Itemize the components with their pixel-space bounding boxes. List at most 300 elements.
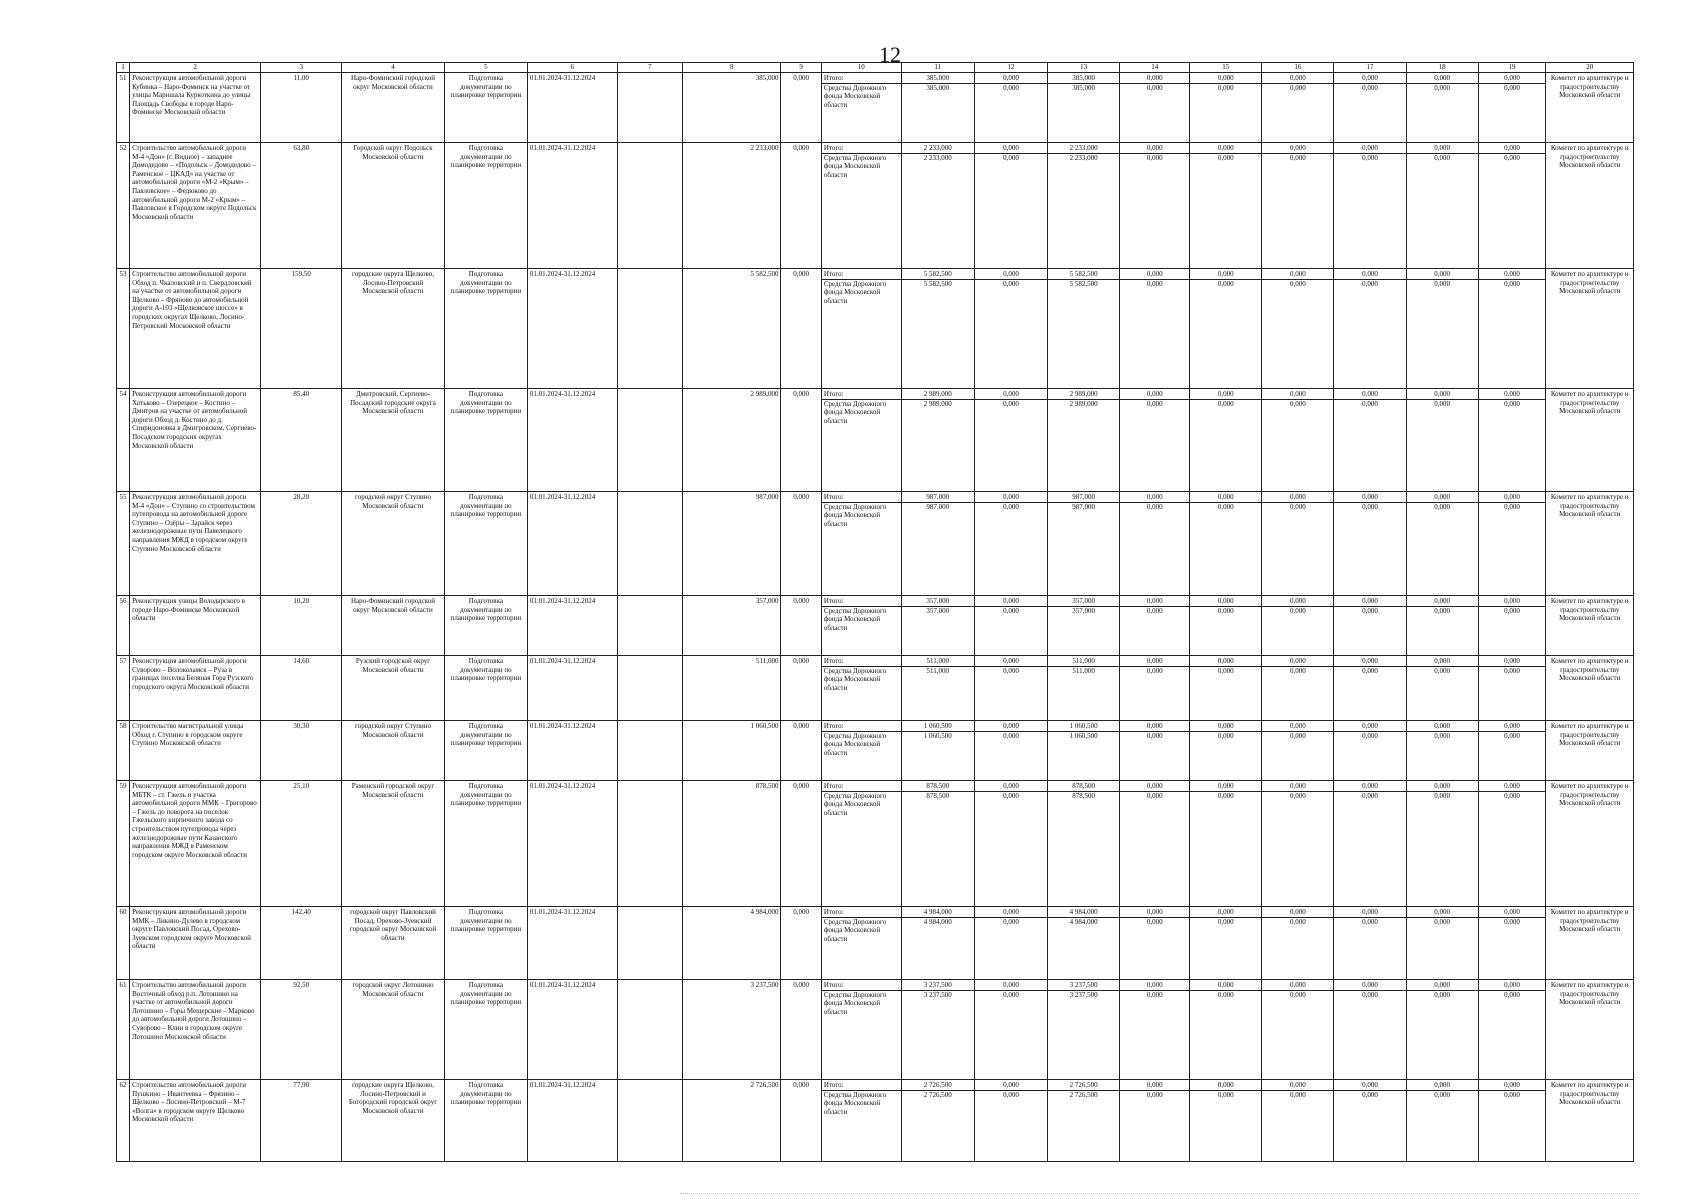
column-12-source-amount: 0,000 [1003,153,1019,162]
column-15-source-amount: 0,000 [1217,606,1234,615]
column-15-amounts [1190,907,1262,980]
column-17-source-amount: 0,000 [1362,791,1378,800]
column-13-total: 385,000 [1048,74,1119,84]
column-header-6: 6 [527,63,617,73]
column-9-value: 0,000 [781,781,821,907]
column-19-amounts [1478,269,1546,389]
column-14-source-amount: 0,000 [1146,83,1163,92]
column-19-total: 0,000 [1479,493,1546,503]
column-15-total: 0,000 [1190,782,1261,792]
column-15-total: 0,000 [1190,270,1261,280]
column-18-total: 0,000 [1407,390,1478,400]
work-type: Подготовка документации по планировке территории [444,389,527,492]
column-14-source-amount: 0,000 [1146,791,1163,800]
financing-source-label: Средства Дорожного фонда Московской области [823,990,887,1016]
row-number: 53 [117,269,130,389]
column-header-8: 8 [683,63,781,73]
column-11-amounts [901,143,974,269]
financing-source-label: Средства Дорожного фонда Московской области [823,83,887,109]
column-16-total: 0,000 [1262,782,1333,792]
table-row [117,781,1634,907]
customer-authority: Комитет по архитектуре и градостроительству Московской области [1546,907,1634,980]
column-11-total: 2 233,000 [902,144,974,154]
work-type: Подготовка документации по планировке территории [444,596,527,656]
column-17-total: 0,000 [1334,493,1405,503]
column-14-amounts [1120,143,1190,269]
column-13-total: 4 984,000 [1048,908,1119,918]
object-location: городской округ Лотошино Московской области [342,980,445,1080]
column-16-amounts [1262,781,1334,907]
column-17-source-amount: 0,000 [1362,399,1378,408]
column-19-amounts [1478,980,1546,1080]
column-14-source-amount: 0,000 [1146,731,1163,740]
financing-source [821,269,901,389]
column-13-source-amount: 2 726,500 [1069,1090,1098,1099]
column-14-amounts [1120,73,1190,143]
column-16-total: 0,000 [1262,1081,1333,1091]
object-length: 63,80 [261,143,342,269]
row-number: 55 [117,492,130,596]
column-16-total: 0,000 [1262,74,1333,84]
column-18-source-amount: 0,000 [1434,1090,1450,1099]
column-14-amounts [1120,269,1190,389]
column-16-total: 0,000 [1262,722,1333,732]
column-14-amounts [1120,907,1190,980]
object-name: Реконструкция автомобильной дороги ММК – Ликино-Дулево в городском округе Павловский Посад, Орехово-Зуевском городском округе Московской области [130,907,261,980]
financing-source-label: Средства Дорожного фонда Московской области [823,399,887,425]
column-17-source-amount: 0,000 [1362,990,1378,999]
column-8-value: 2 989,000 [683,389,781,492]
column-18-source-amount: 0,000 [1434,153,1450,162]
column-13-amounts [1048,143,1120,269]
column-17-source-amount: 0,000 [1362,1090,1378,1099]
column-7-value [617,781,683,907]
column-15-total: 0,000 [1190,390,1261,400]
column-14-total: 0,000 [1120,144,1189,154]
column-19-source-amount: 0,000 [1504,666,1520,675]
column-18-amounts [1406,721,1478,781]
column-12-total: 0,000 [975,144,1047,154]
column-14-source-amount: 0,000 [1146,1090,1163,1099]
work-type: Подготовка документации по планировке территории [444,269,527,389]
object-name: Строительство автомобильной дороги Пушкино – Ивантеевка – Фрязино – Щелково – Лосино-Петровский – М-7 «Волга» в городском округе Щелково Московской области [130,1080,261,1162]
column-15-amounts [1190,980,1262,1080]
column-19-amounts [1478,596,1546,656]
column-14-source-amount: 0,000 [1146,606,1163,615]
column-19-total: 0,000 [1479,782,1546,792]
column-7-value [617,596,683,656]
column-13-amounts [1048,907,1120,980]
customer-authority: Комитет по архитектуре и градостроительству Московской области [1546,656,1634,721]
table-row [117,143,1634,269]
column-13-total: 357,000 [1048,597,1119,607]
column-18-total: 0,000 [1407,1081,1478,1091]
customer-authority: Комитет по архитектуре и градостроительству Московской области [1546,492,1634,596]
column-8-value: 987,000 [683,492,781,596]
column-12-amounts [974,1080,1047,1162]
column-header-5: 5 [444,63,527,73]
row-number: 51 [117,73,130,143]
column-19-total: 0,000 [1479,657,1546,667]
column-14-total: 0,000 [1120,493,1189,503]
table-row [117,980,1634,1080]
work-type: Подготовка документации по планировке территории [444,492,527,596]
work-period: 01.01.2024-31.12.2024 [527,492,617,596]
column-8-value: 3 237,500 [683,980,781,1080]
column-15-source-amount: 0,000 [1217,791,1234,800]
column-9-value: 0,000 [781,980,821,1080]
column-17-total: 0,000 [1334,390,1405,400]
column-header-15: 15 [1190,63,1262,73]
customer-authority: Комитет по архитектуре и градостроительству Московской области [1546,1080,1634,1162]
column-13-amounts [1048,721,1120,781]
work-period: 01.01.2024-31.12.2024 [527,596,617,656]
column-19-source-amount: 0,000 [1504,917,1520,926]
row-number: 59 [117,781,130,907]
column-14-amounts [1120,492,1190,596]
column-16-source-amount: 0,000 [1289,666,1306,675]
column-12-source-amount: 0,000 [1003,279,1019,288]
column-11-amounts [901,73,974,143]
row-number: 54 [117,389,130,492]
column-17-amounts [1334,73,1406,143]
customer-authority: Комитет по архитектуре и градостроительству Московской области [1546,143,1634,269]
column-9-value: 0,000 [781,389,821,492]
column-17-source-amount: 0,000 [1362,917,1378,926]
column-15-source-amount: 0,000 [1217,917,1234,926]
column-16-amounts [1262,721,1334,781]
column-17-source-amount: 0,000 [1362,502,1378,511]
column-14-total: 0,000 [1120,981,1189,991]
column-12-source-amount: 0,000 [1003,83,1019,92]
column-15-total: 0,000 [1190,74,1261,84]
object-length: 77,90 [261,1080,342,1162]
column-12-total: 0,000 [975,390,1047,400]
column-11-source-amount: 357,000 [926,606,950,615]
object-length: 159,50 [261,269,342,389]
column-13-total: 987,000 [1048,493,1119,503]
column-13-total: 2 989,000 [1048,390,1119,400]
column-15-source-amount: 0,000 [1217,990,1234,999]
column-14-total: 0,000 [1120,390,1189,400]
column-13-amounts [1048,781,1120,907]
object-name: Реконструкция автомобильной дороги Суворово – Волоколамск – Руза в границах поселка Беляная Гора Рузского городского округа Московской области [130,656,261,721]
column-12-total: 0,000 [975,722,1047,732]
column-16-source-amount: 0,000 [1289,731,1306,740]
column-17-total: 0,000 [1334,981,1405,991]
customer-authority: Комитет по архитектуре и градостроительству Московской области [1546,781,1634,907]
column-18-source-amount: 0,000 [1434,502,1450,511]
column-header-2: 2 [130,63,261,73]
column-16-source-amount: 0,000 [1289,917,1306,926]
table-row [117,73,1634,143]
column-19-source-amount: 0,000 [1504,606,1520,615]
column-13-source-amount: 357,000 [1072,606,1096,615]
column-16-amounts [1262,656,1334,721]
column-12-source-amount: 0,000 [1003,791,1019,800]
column-11-source-amount: 4 984,000 [923,917,952,926]
financing-total-label: Итого: [822,782,901,792]
column-15-amounts [1190,492,1262,596]
financing-total-label: Итого: [822,908,901,918]
column-11-source-amount: 2 233,000 [923,153,952,162]
column-12-amounts [974,492,1047,596]
financing-source-label: Средства Дорожного фонда Московской области [823,731,887,757]
column-18-total: 0,000 [1407,782,1478,792]
column-19-source-amount: 0,000 [1504,731,1520,740]
column-12-amounts [974,143,1047,269]
column-11-total: 878,500 [902,782,974,792]
column-12-amounts [974,389,1047,492]
financing-source [821,143,901,269]
column-header-16: 16 [1262,63,1334,73]
column-16-total: 0,000 [1262,597,1333,607]
financing-source-label: Средства Дорожного фонда Московской области [823,791,887,817]
financing-total-label: Итого: [822,597,901,607]
column-18-amounts [1406,389,1478,492]
column-9-value: 0,000 [781,73,821,143]
column-13-total: 2 726,500 [1048,1081,1119,1091]
column-18-amounts [1406,781,1478,907]
column-13-total: 1 060,500 [1048,722,1119,732]
column-17-total: 0,000 [1334,144,1405,154]
column-8-value: 5 582,500 [683,269,781,389]
column-11-amounts [901,596,974,656]
column-9-value: 0,000 [781,492,821,596]
column-header-18: 18 [1406,63,1478,73]
financing-source [821,980,901,1080]
table-row [117,907,1634,980]
column-11-amounts [901,1080,974,1162]
column-16-total: 0,000 [1262,981,1333,991]
work-period: 01.01.2024-31.12.2024 [527,1080,617,1162]
column-12-total: 0,000 [975,981,1047,991]
column-7-value [617,907,683,980]
column-18-amounts [1406,656,1478,721]
column-16-source-amount: 0,000 [1289,606,1306,615]
column-11-source-amount: 1 060,500 [923,731,952,740]
column-13-source-amount: 987,000 [1072,502,1096,511]
work-period: 01.01.2024-31.12.2024 [527,389,617,492]
object-name: Реконструкция автомобильной дороги М-4 «Дон» – Ступино со строительством путепровода на автомобильной дороге Ступино – Озёры – Зарайск через железнодорожные пути Павелецкого направления МЖД в городском округе Ступино Московской области [130,492,261,596]
column-14-amounts [1120,656,1190,721]
financing-source-label: Средства Дорожного фонда Московской области [823,666,887,692]
object-name: Строительство магистральной улицы Обход г. Ступино в городском округе Ступино Московской области [130,721,261,781]
column-19-amounts [1478,656,1546,721]
column-8-value: 2 726,500 [683,1080,781,1162]
column-17-source-amount: 0,000 [1362,606,1378,615]
column-15-source-amount: 0,000 [1217,83,1234,92]
financing-total-label: Итого: [822,657,901,667]
financing-total-label: Итого: [822,981,901,991]
column-15-amounts [1190,721,1262,781]
column-11-total: 4 984,000 [902,908,974,918]
column-header-14: 14 [1120,63,1190,73]
column-19-total: 0,000 [1479,144,1546,154]
column-14-source-amount: 0,000 [1146,279,1163,288]
column-16-source-amount: 0,000 [1289,990,1306,999]
column-17-total: 0,000 [1334,908,1405,918]
row-number: 56 [117,596,130,656]
column-16-total: 0,000 [1262,493,1333,503]
column-16-amounts [1262,73,1334,143]
column-14-total: 0,000 [1120,270,1189,280]
object-length: 92,50 [261,980,342,1080]
column-13-total: 5 582,500 [1048,270,1119,280]
column-12-total: 0,000 [975,782,1047,792]
financing-total-label: Итого: [822,390,901,400]
column-15-total: 0,000 [1190,144,1261,154]
column-14-source-amount: 0,000 [1146,666,1163,675]
financing-total-label: Итого: [822,1081,901,1091]
column-12-source-amount: 0,000 [1003,731,1019,740]
column-18-source-amount: 0,000 [1434,990,1450,999]
column-19-source-amount: 0,000 [1504,502,1520,511]
column-9-value: 0,000 [781,721,821,781]
column-13-source-amount: 385,000 [1072,83,1096,92]
column-15-total: 0,000 [1190,722,1261,732]
column-12-amounts [974,596,1047,656]
column-15-amounts [1190,269,1262,389]
column-12-total: 0,000 [975,908,1047,918]
column-16-source-amount: 0,000 [1289,83,1306,92]
column-19-total: 0,000 [1479,722,1546,732]
column-15-source-amount: 0,000 [1217,1090,1234,1099]
column-7-value [617,73,683,143]
column-13-amounts [1048,596,1120,656]
column-15-amounts [1190,781,1262,907]
column-11-amounts [901,492,974,596]
column-12-source-amount: 0,000 [1003,1090,1019,1099]
column-12-source-amount: 0,000 [1003,399,1019,408]
column-15-source-amount: 0,000 [1217,153,1234,162]
column-18-source-amount: 0,000 [1434,731,1450,740]
column-14-total: 0,000 [1120,1081,1189,1091]
column-11-total: 2 726,500 [902,1081,974,1091]
financing-source [821,596,901,656]
object-location: Наро-Фоминский городской округ Московской области [342,73,445,143]
financing-source [821,492,901,596]
column-19-total: 0,000 [1479,74,1546,84]
column-header-10: 10 [821,63,901,73]
work-type: Подготовка документации по планировке территории [444,721,527,781]
column-18-amounts [1406,1080,1478,1162]
work-period: 01.01.2024-31.12.2024 [527,781,617,907]
work-type: Подготовка документации по планировке территории [444,73,527,143]
column-13-source-amount: 2 989,000 [1069,399,1098,408]
column-8-value: 357,000 [683,596,781,656]
work-period: 01.01.2024-31.12.2024 [527,907,617,980]
column-7-value [617,1080,683,1162]
column-12-source-amount: 0,000 [1003,606,1019,615]
column-11-source-amount: 5 582,500 [923,279,952,288]
row-number: 58 [117,721,130,781]
scan-artifact-line [680,1193,1640,1195]
column-13-total: 878,500 [1048,782,1119,792]
table-row [117,721,1634,781]
column-18-amounts [1406,143,1478,269]
column-15-source-amount: 0,000 [1217,279,1234,288]
column-18-total: 0,000 [1407,270,1478,280]
column-18-total: 0,000 [1407,908,1478,918]
column-12-total: 0,000 [975,493,1047,503]
column-18-total: 0,000 [1407,493,1478,503]
column-7-value [617,980,683,1080]
column-19-amounts [1478,907,1546,980]
column-header-3: 3 [261,63,342,73]
column-8-value: 385,000 [683,73,781,143]
column-17-amounts [1334,389,1406,492]
column-11-total: 357,000 [902,597,974,607]
object-name: Реконструкция улицы Володарского в городе Наро-Фоминске Московской области [130,596,261,656]
column-14-total: 0,000 [1120,782,1189,792]
column-11-source-amount: 3 237,500 [923,990,952,999]
object-length: 11,00 [261,73,342,143]
column-17-total: 0,000 [1334,1081,1405,1091]
column-14-total: 0,000 [1120,722,1189,732]
column-17-amounts [1334,656,1406,721]
column-9-value: 0,000 [781,596,821,656]
column-13-amounts [1048,269,1120,389]
column-19-source-amount: 0,000 [1504,990,1520,999]
column-15-source-amount: 0,000 [1217,399,1234,408]
object-length: 30,30 [261,721,342,781]
column-17-source-amount: 0,000 [1362,153,1378,162]
object-length: 142,40 [261,907,342,980]
column-9-value: 0,000 [781,269,821,389]
work-type: Подготовка документации по планировке территории [444,907,527,980]
column-13-amounts [1048,389,1120,492]
column-12-total: 0,000 [975,597,1047,607]
column-18-total: 0,000 [1407,144,1478,154]
column-11-total: 3 237,500 [902,981,974,991]
object-name: Строительство автомобильной дороги Восточный обход р.п. Лотошино на участке от автомобильной дороги Лотошино – Горы Мещерские – Марково до автомобильной дороги Лотошино – Суворово – Клин в городском округе Лотошино Московской области [130,980,261,1080]
column-11-total: 987,000 [902,493,974,503]
column-7-value [617,389,683,492]
column-14-amounts [1120,389,1190,492]
column-7-value [617,269,683,389]
column-19-source-amount: 0,000 [1504,279,1520,288]
column-header-12: 12 [974,63,1047,73]
object-length: 10,20 [261,596,342,656]
financing-source [821,656,901,721]
work-period: 01.01.2024-31.12.2024 [527,143,617,269]
column-15-total: 0,000 [1190,493,1261,503]
column-17-total: 0,000 [1334,74,1405,84]
column-14-amounts [1120,980,1190,1080]
column-11-total: 1 060,500 [902,722,974,732]
column-16-amounts [1262,143,1334,269]
object-name: Реконструкция автомобильной дороги МБТК – ст. Гжель и участка автомобильной дороги ММК – Григорово – Гжель до поворота на поселок Гжельского кирпичного завода со строительством путепровода через железнодорожные пути Казанского направления МЖД в Раменском городском округе Московской области [130,781,261,907]
column-18-amounts [1406,492,1478,596]
column-17-amounts [1334,781,1406,907]
column-14-amounts [1120,1080,1190,1162]
column-15-total: 0,000 [1190,657,1261,667]
column-18-total: 0,000 [1407,657,1478,667]
object-length: 85,40 [261,389,342,492]
column-17-amounts [1334,143,1406,269]
column-11-amounts [901,269,974,389]
financing-total-label: Итого: [822,270,901,280]
column-16-source-amount: 0,000 [1289,279,1306,288]
column-19-amounts [1478,389,1546,492]
column-19-amounts [1478,73,1546,143]
column-17-amounts [1334,721,1406,781]
financing-source [821,907,901,980]
object-location: Наро-Фоминский городской округ Московской области [342,596,445,656]
page-number: 12 [879,42,901,67]
column-16-total: 0,000 [1262,270,1333,280]
